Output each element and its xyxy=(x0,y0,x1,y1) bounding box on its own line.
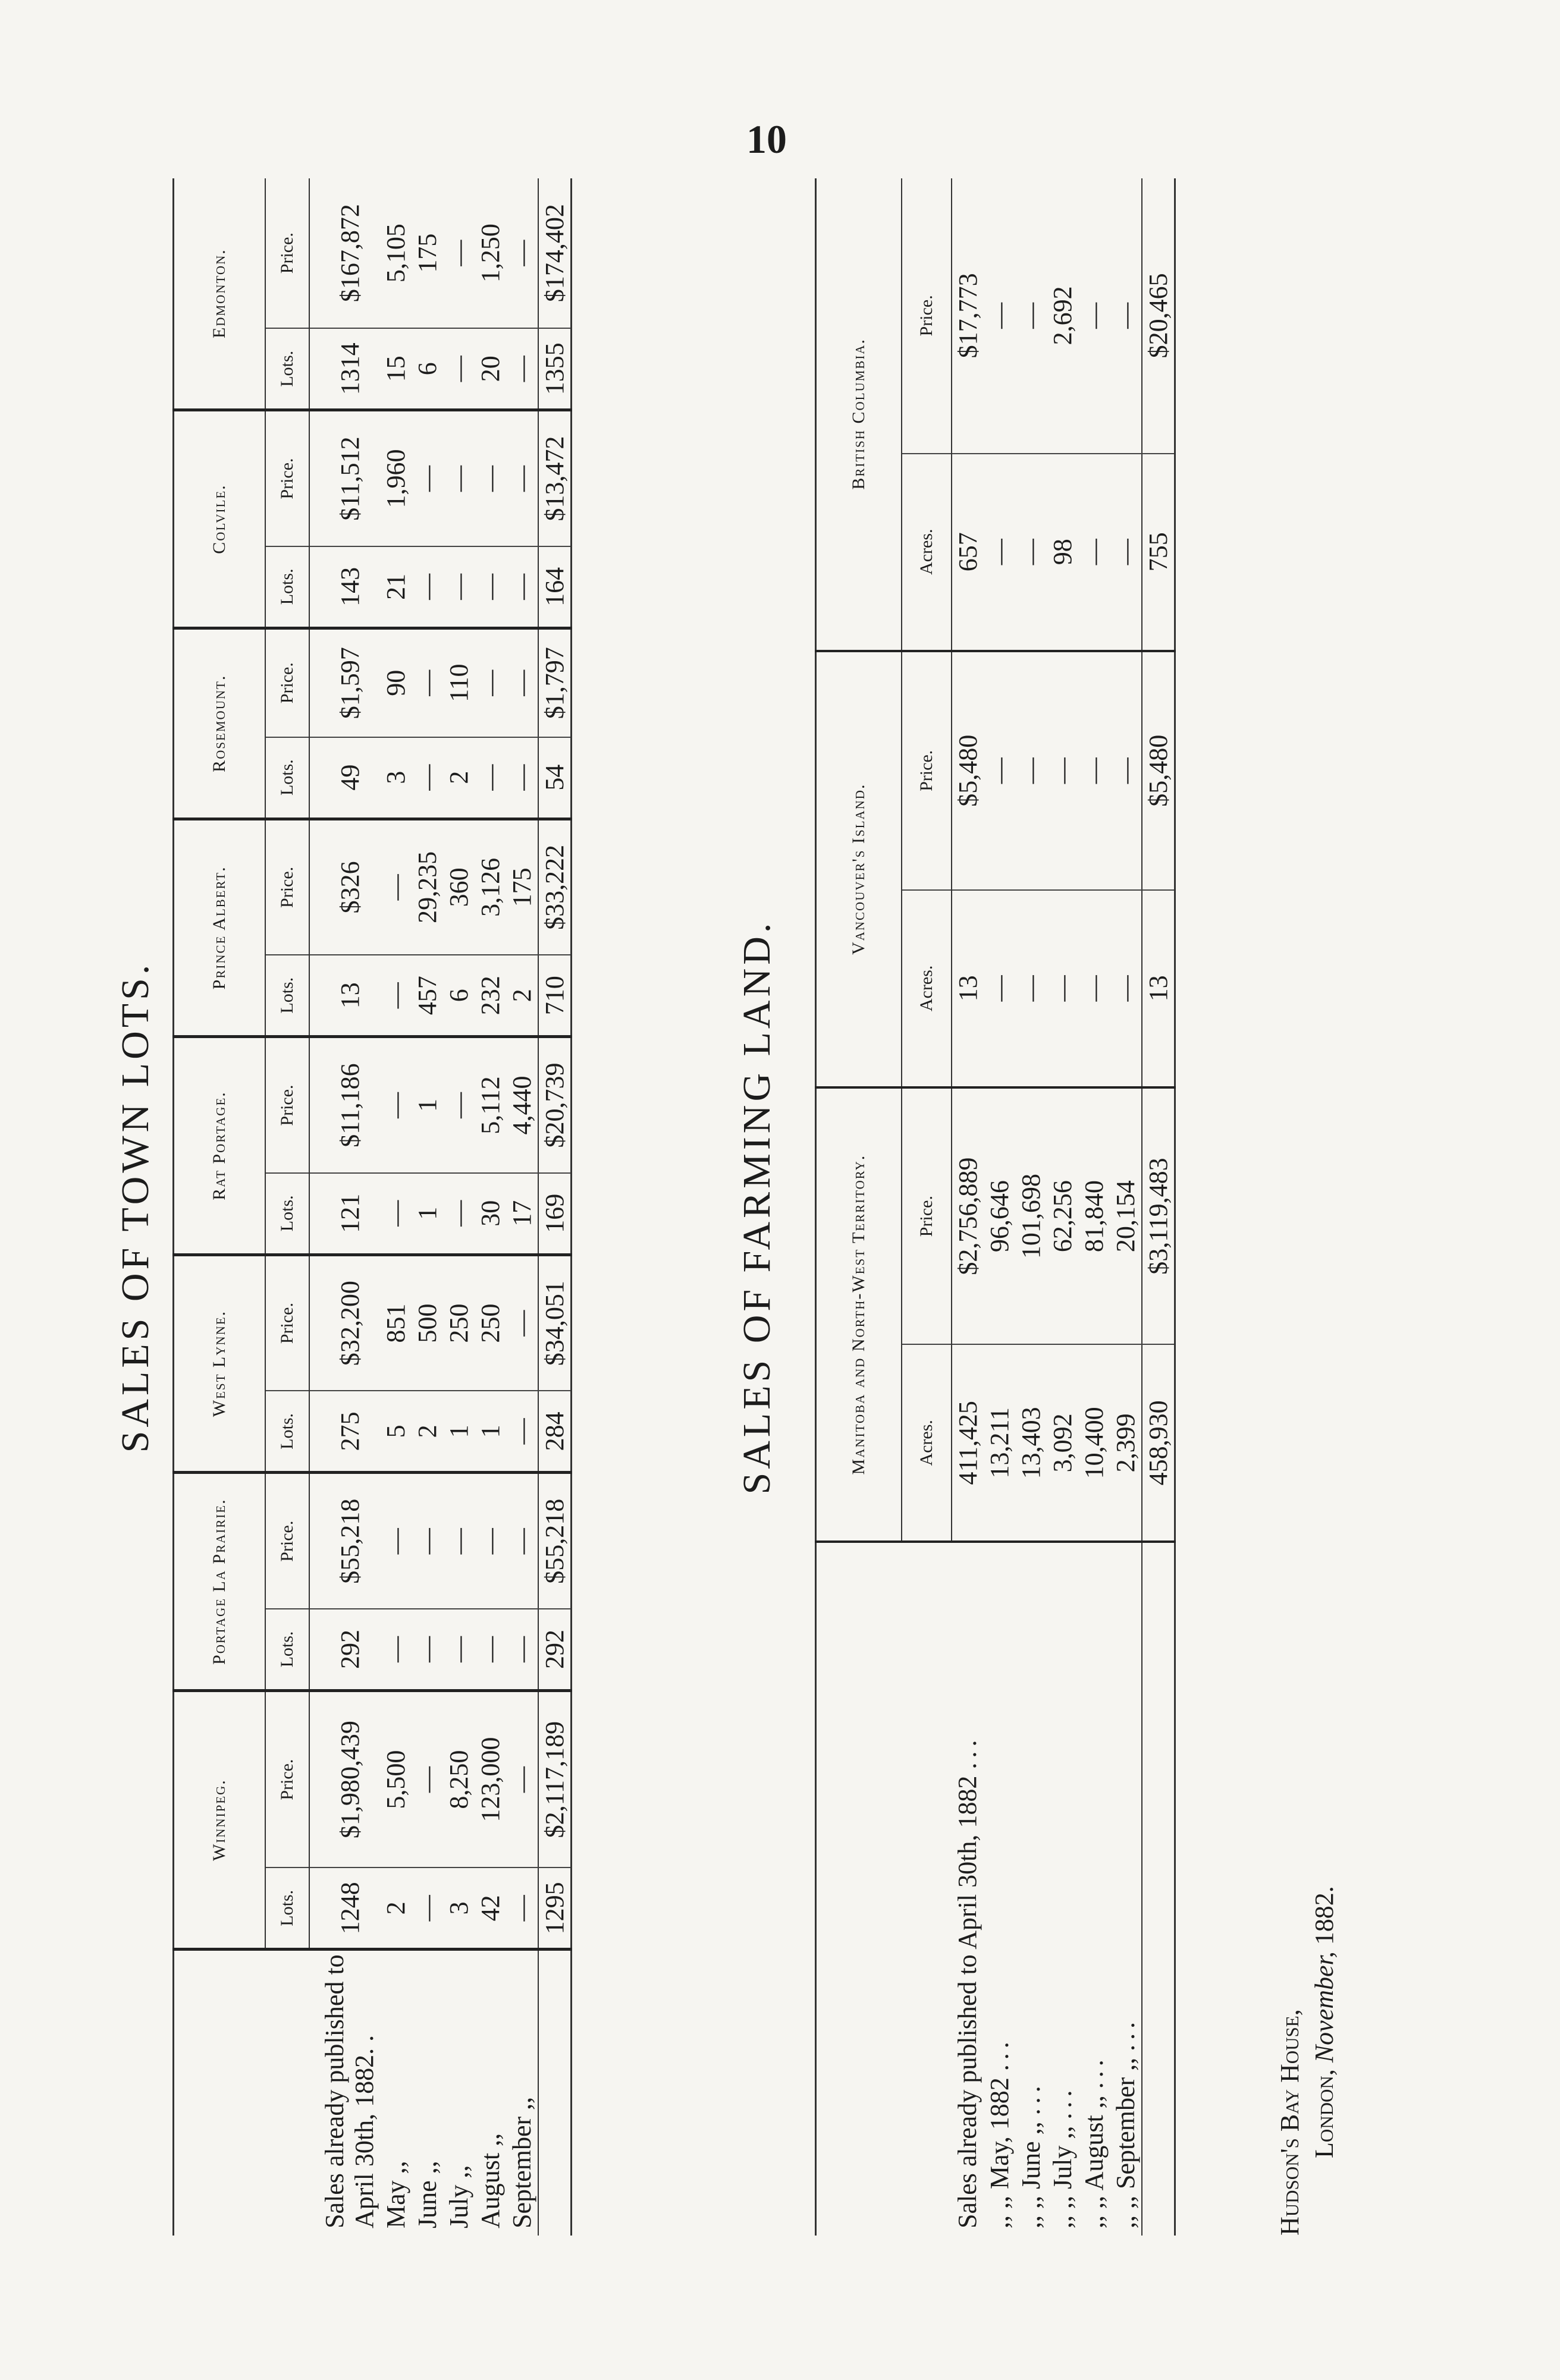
price-total-cell: $34,051 xyxy=(538,1255,572,1391)
acres-cell: 13,211 xyxy=(984,1344,1015,1542)
price-cell: 4,440 xyxy=(506,1037,538,1173)
lots-total-cell: 164 xyxy=(538,546,572,628)
row-label xyxy=(1015,1542,1047,2236)
lots-total-cell: 292 xyxy=(538,1609,572,1690)
signature-block xyxy=(1273,1403,1342,2236)
row-label-text: ,, ,, May, 1882 xyxy=(984,2077,1014,2228)
lots-cell: — xyxy=(380,1173,412,1255)
price-cell: — xyxy=(380,1473,412,1609)
signature-year: 1882. xyxy=(1310,1886,1339,1945)
price-total-cell: $20,739 xyxy=(538,1037,572,1173)
lots-cell: 17 xyxy=(506,1173,538,1255)
price-cell: 5,112 xyxy=(475,1037,506,1173)
lots-cell: 3 xyxy=(443,1867,475,1949)
price-cell: $11,186 xyxy=(309,1037,380,1173)
acres-cell: — xyxy=(1015,454,1047,651)
price-cell: — xyxy=(443,1037,475,1173)
lots-cell: 143 xyxy=(309,546,380,628)
price-cell: $5,480 xyxy=(952,651,984,890)
price-cell: — xyxy=(1047,651,1078,890)
price-cell: 500 xyxy=(412,1255,443,1391)
lots-subheader: Lots. xyxy=(265,546,309,628)
price-cell: 360 xyxy=(443,819,475,955)
price-cell: — xyxy=(506,1473,538,1609)
lots-cell: — xyxy=(443,1609,475,1690)
acres-cell: — xyxy=(1110,890,1142,1087)
row-label-header xyxy=(174,1950,310,2236)
acres-cell: — xyxy=(984,890,1015,1087)
price-cell: 250 xyxy=(475,1255,506,1391)
price-total-cell: $13,472 xyxy=(538,410,572,546)
lots-cell: 292 xyxy=(309,1609,380,1690)
acres-cell: 13,403 xyxy=(1015,1344,1047,1542)
lots-cell: 275 xyxy=(309,1391,380,1472)
place-header-west-lynne: West Lynne. xyxy=(174,1255,266,1473)
price-cell: — xyxy=(506,178,538,328)
lots-cell: — xyxy=(412,737,443,819)
farming-land-table xyxy=(815,178,1176,2236)
acres-total-cell: 755 xyxy=(1142,454,1175,651)
row-label-text: ,, ,, July ,, xyxy=(1047,2126,1077,2228)
acres-cell: 10,400 xyxy=(1078,1344,1110,1542)
price-cell: — xyxy=(380,819,412,955)
table-row xyxy=(475,178,506,2236)
lots-cell: 1 xyxy=(475,1391,506,1472)
row-label-text: ,, ,, September ,, xyxy=(1110,2057,1140,2228)
row-leader: ... xyxy=(1079,2055,1109,2089)
price-cell: 123,000 xyxy=(475,1690,506,1867)
price-cell: — xyxy=(506,410,538,546)
lots-cell: — xyxy=(506,737,538,819)
price-cell: — xyxy=(380,1037,412,1173)
price-cell: — xyxy=(506,628,538,737)
lots-total-cell: 54 xyxy=(538,737,572,819)
acres-subheader: Acres. xyxy=(902,1344,952,1542)
price-cell: $17,773 xyxy=(952,178,984,454)
totals-row xyxy=(538,178,572,2236)
lots-cell: 2 xyxy=(506,955,538,1036)
row-leader: ... xyxy=(953,1735,982,1769)
lots-cell: — xyxy=(506,546,538,628)
price-cell: $32,200 xyxy=(309,1255,380,1391)
price-cell: — xyxy=(1015,651,1047,890)
rotated-sheet xyxy=(114,178,1398,2236)
row-leader: ... xyxy=(1047,2085,1077,2120)
price-cell: — xyxy=(475,1473,506,1609)
price-total-cell: $5,480 xyxy=(1142,651,1175,890)
price-cell: 851 xyxy=(380,1255,412,1391)
acres-subheader: Acres. xyxy=(902,890,952,1087)
town-lots-body xyxy=(309,178,572,2236)
acres-cell: 13 xyxy=(952,890,984,1087)
price-cell: 2,692 xyxy=(1047,178,1078,454)
price-cell: — xyxy=(1078,651,1110,890)
row-label: September ,, xyxy=(507,2096,536,2228)
price-cell: 1,250 xyxy=(475,178,506,328)
price-cell: 8,250 xyxy=(443,1690,475,1867)
lots-subheader: Lots. xyxy=(265,1609,309,1690)
table-row xyxy=(309,178,380,2236)
acres-cell: — xyxy=(1015,890,1047,1087)
table-row xyxy=(412,178,443,2236)
price-cell: 1 xyxy=(412,1037,443,1173)
lots-cell: 6 xyxy=(412,328,443,410)
totals-label xyxy=(538,1950,572,2236)
price-cell: 3,126 xyxy=(475,819,506,955)
lots-cell: 232 xyxy=(475,955,506,1036)
price-subheader: Price. xyxy=(265,178,309,328)
price-total-cell: $1,797 xyxy=(538,628,572,737)
acres-cell: 98 xyxy=(1047,454,1078,651)
lots-cell: — xyxy=(443,1173,475,1255)
price-subheader: Price. xyxy=(265,819,309,955)
farming-land-group-header xyxy=(816,178,902,2236)
lots-cell: 15 xyxy=(380,328,412,410)
price-subheader: Price. xyxy=(902,1087,952,1345)
lots-cell: — xyxy=(475,546,506,628)
totals-label xyxy=(1142,1542,1175,2236)
acres-cell: — xyxy=(1078,454,1110,651)
price-cell: 62,256 xyxy=(1047,1087,1078,1345)
town-lots-title: SALES OF TOWN LOTS. xyxy=(114,961,157,1453)
price-cell: 5,105 xyxy=(380,178,412,328)
acres-total-cell: 13 xyxy=(1142,890,1175,1087)
place-header-portage-la-prairie: Portage La Prairie. xyxy=(174,1473,266,1691)
price-cell: — xyxy=(412,1473,443,1609)
price-cell: 110 xyxy=(443,628,475,737)
table-row xyxy=(1110,178,1142,2236)
price-cell: — xyxy=(412,628,443,737)
price-total-cell: $33,222 xyxy=(538,819,572,955)
place-header-winnipeg: Winnipeg. xyxy=(174,1690,266,1949)
price-subheader: Price. xyxy=(265,1037,309,1173)
lots-subheader: Lots. xyxy=(265,1391,309,1472)
price-cell: — xyxy=(443,410,475,546)
price-subheader: Price. xyxy=(265,1690,309,1867)
price-cell: — xyxy=(475,410,506,546)
row-label-text: Sales already published to April 30th, 1882 xyxy=(953,1775,982,2228)
lots-cell: — xyxy=(412,1609,443,1690)
lots-total-cell: 169 xyxy=(538,1173,572,1255)
table-row xyxy=(1015,178,1047,2236)
signature-city: London, xyxy=(1310,2069,1339,2158)
lots-cell: 20 xyxy=(475,328,506,410)
lots-cell: 3 xyxy=(380,737,412,819)
price-cell: — xyxy=(1110,651,1142,890)
lots-cell: — xyxy=(475,737,506,819)
page-number: 10 xyxy=(746,117,787,162)
acres-cell: 657 xyxy=(952,454,984,651)
row-leader: ... xyxy=(1016,2081,1046,2115)
table-row xyxy=(506,178,538,2236)
row-label: May ,, xyxy=(381,2161,410,2228)
lots-total-cell: 710 xyxy=(538,955,572,1036)
acres-cell: — xyxy=(1110,454,1142,651)
lots-cell: 121 xyxy=(309,1173,380,1255)
place-header-colvile: Colvile. xyxy=(174,410,266,628)
lots-cell: — xyxy=(380,955,412,1036)
table-row xyxy=(1047,178,1078,2236)
row-label xyxy=(1110,1542,1142,2236)
lots-cell: — xyxy=(506,1391,538,1472)
lots-cell: — xyxy=(443,328,475,410)
lots-cell: — xyxy=(506,1609,538,1690)
acres-cell: 3,092 xyxy=(1047,1344,1078,1542)
town-lots-group-header xyxy=(174,178,266,2236)
price-cell: $55,218 xyxy=(309,1473,380,1609)
table-row xyxy=(952,178,984,2236)
lots-subheader: Lots. xyxy=(265,955,309,1036)
lots-cell: 6 xyxy=(443,955,475,1036)
price-cell: — xyxy=(1015,178,1047,454)
farming-land-body xyxy=(952,178,1175,2236)
lots-cell: — xyxy=(412,546,443,628)
price-cell: 1,960 xyxy=(380,410,412,546)
row-label-text: ,, ,, June ,, xyxy=(1016,2121,1046,2228)
lots-cell: 1314 xyxy=(309,328,380,410)
acres-cell: 2,399 xyxy=(1110,1344,1142,1542)
acres-cell: — xyxy=(1047,890,1078,1087)
price-total-cell: $2,117,189 xyxy=(538,1690,572,1867)
price-cell: — xyxy=(412,410,443,546)
price-subheader: Price. xyxy=(265,1473,309,1609)
acres-total-cell: 458,930 xyxy=(1142,1344,1175,1542)
lots-cell: — xyxy=(475,1609,506,1690)
lots-cell: — xyxy=(412,1867,443,1949)
place-header-rosemount: Rosemount. xyxy=(174,628,266,819)
price-cell: 81,840 xyxy=(1078,1087,1110,1345)
lots-subheader: Lots. xyxy=(265,1867,309,1949)
farming-land-title: SALES OF FARMING LAND. xyxy=(735,919,779,1495)
price-total-cell: $174,402 xyxy=(538,178,572,328)
price-total-cell: $20,465 xyxy=(1142,178,1175,454)
price-cell: — xyxy=(443,1473,475,1609)
price-cell: — xyxy=(1078,178,1110,454)
place-header-prince-albert: Prince Albert. xyxy=(174,819,266,1037)
row-leader: ... xyxy=(984,2037,1014,2071)
price-cell: 20,154 xyxy=(1110,1087,1142,1345)
acres-cell: — xyxy=(1078,890,1110,1087)
price-cell: 5,500 xyxy=(380,1690,412,1867)
lots-cell: 2 xyxy=(443,737,475,819)
price-cell: — xyxy=(506,1690,538,1867)
lots-cell: — xyxy=(380,1609,412,1690)
price-cell: $11,512 xyxy=(309,410,380,546)
row-label-text: ,, ,, August ,, xyxy=(1079,2095,1109,2228)
totals-row xyxy=(1142,178,1175,2236)
price-cell: $2,756,889 xyxy=(952,1087,984,1345)
price-cell: 29,235 xyxy=(412,819,443,955)
signature-place-date xyxy=(1307,1403,1342,2236)
lots-cell: 21 xyxy=(380,546,412,628)
price-total-cell: $55,218 xyxy=(538,1473,572,1609)
price-subheader: Price. xyxy=(265,410,309,546)
price-cell: — xyxy=(1110,178,1142,454)
lots-cell: 5 xyxy=(380,1391,412,1472)
row-label-header xyxy=(816,1542,952,2236)
price-cell: $167,872 xyxy=(309,178,380,328)
lots-total-cell: 1295 xyxy=(538,1867,572,1949)
lots-subheader: Lots. xyxy=(265,737,309,819)
price-cell: — xyxy=(443,178,475,328)
lots-total-cell: 284 xyxy=(538,1391,572,1472)
lots-cell: 1 xyxy=(443,1391,475,1472)
row-label xyxy=(984,1542,1015,2236)
lots-cell: — xyxy=(506,328,538,410)
lots-cell: — xyxy=(443,546,475,628)
price-cell: $326 xyxy=(309,819,380,955)
region-header-british-columbia: British Columbia. xyxy=(816,178,902,651)
lots-subheader: Lots. xyxy=(265,1173,309,1255)
price-cell: 96,646 xyxy=(984,1087,1015,1345)
town-lots-sub-header xyxy=(265,178,309,2236)
place-header-rat-portage: Rat Portage. xyxy=(174,1037,266,1255)
region-header-manitoba: Manitoba and North-West Territory. xyxy=(816,1087,902,1542)
acres-cell: — xyxy=(984,454,1015,651)
signature-house: Hudson's Bay House, xyxy=(1275,2009,1304,2236)
price-cell: — xyxy=(984,178,1015,454)
row-label: Sales already published to April 30th, 1882. . xyxy=(320,1954,379,2228)
price-cell: — xyxy=(475,628,506,737)
acres-subheader: Acres. xyxy=(902,454,952,651)
lots-cell: 2 xyxy=(380,1867,412,1949)
lots-cell: 13 xyxy=(309,955,380,1036)
region-header-vancouvers-island: Vancouver's Island. xyxy=(816,651,902,1087)
price-cell: 101,698 xyxy=(1015,1087,1047,1345)
price-cell: $1,597 xyxy=(309,628,380,737)
lots-cell: 30 xyxy=(475,1173,506,1255)
lots-cell: 457 xyxy=(412,955,443,1036)
lots-cell: 1 xyxy=(412,1173,443,1255)
price-cell: $1,980,439 xyxy=(309,1690,380,1867)
price-total-cell: $3,119,483 xyxy=(1142,1087,1175,1345)
price-cell: — xyxy=(412,1690,443,1867)
town-lots-table xyxy=(172,178,572,2236)
table-row xyxy=(984,178,1015,2236)
acres-cell: 411,425 xyxy=(952,1344,984,1542)
price-cell: 175 xyxy=(412,178,443,328)
row-label: June ,, xyxy=(412,2161,442,2228)
price-cell: — xyxy=(984,651,1015,890)
price-subheader: Price. xyxy=(902,651,952,890)
lots-subheader: Lots. xyxy=(265,328,309,410)
lots-cell: 2 xyxy=(412,1391,443,1472)
price-subheader: Price. xyxy=(265,1255,309,1391)
lots-cell: — xyxy=(506,1867,538,1949)
row-label: August ,, xyxy=(475,2133,505,2228)
row-label xyxy=(952,1542,984,2236)
row-label xyxy=(1078,1542,1110,2236)
lots-total-cell: 1355 xyxy=(538,328,572,410)
table-row xyxy=(380,178,412,2236)
row-leader: ... xyxy=(1110,2017,1140,2051)
lots-cell: 1248 xyxy=(309,1867,380,1949)
price-cell: — xyxy=(506,1255,538,1391)
table-row xyxy=(1078,178,1110,2236)
row-label: July ,, xyxy=(444,2165,473,2228)
lots-cell: 42 xyxy=(475,1867,506,1949)
price-cell: 90 xyxy=(380,628,412,737)
price-cell: 250 xyxy=(443,1255,475,1391)
table-row xyxy=(443,178,475,2236)
row-label xyxy=(1047,1542,1078,2236)
signature-month: November, xyxy=(1310,1951,1339,2063)
price-subheader: Price. xyxy=(265,628,309,737)
price-cell: 175 xyxy=(506,819,538,955)
lots-cell: 49 xyxy=(309,737,380,819)
place-header-edmonton: Edmonton. xyxy=(174,178,266,410)
price-subheader: Price. xyxy=(902,178,952,454)
